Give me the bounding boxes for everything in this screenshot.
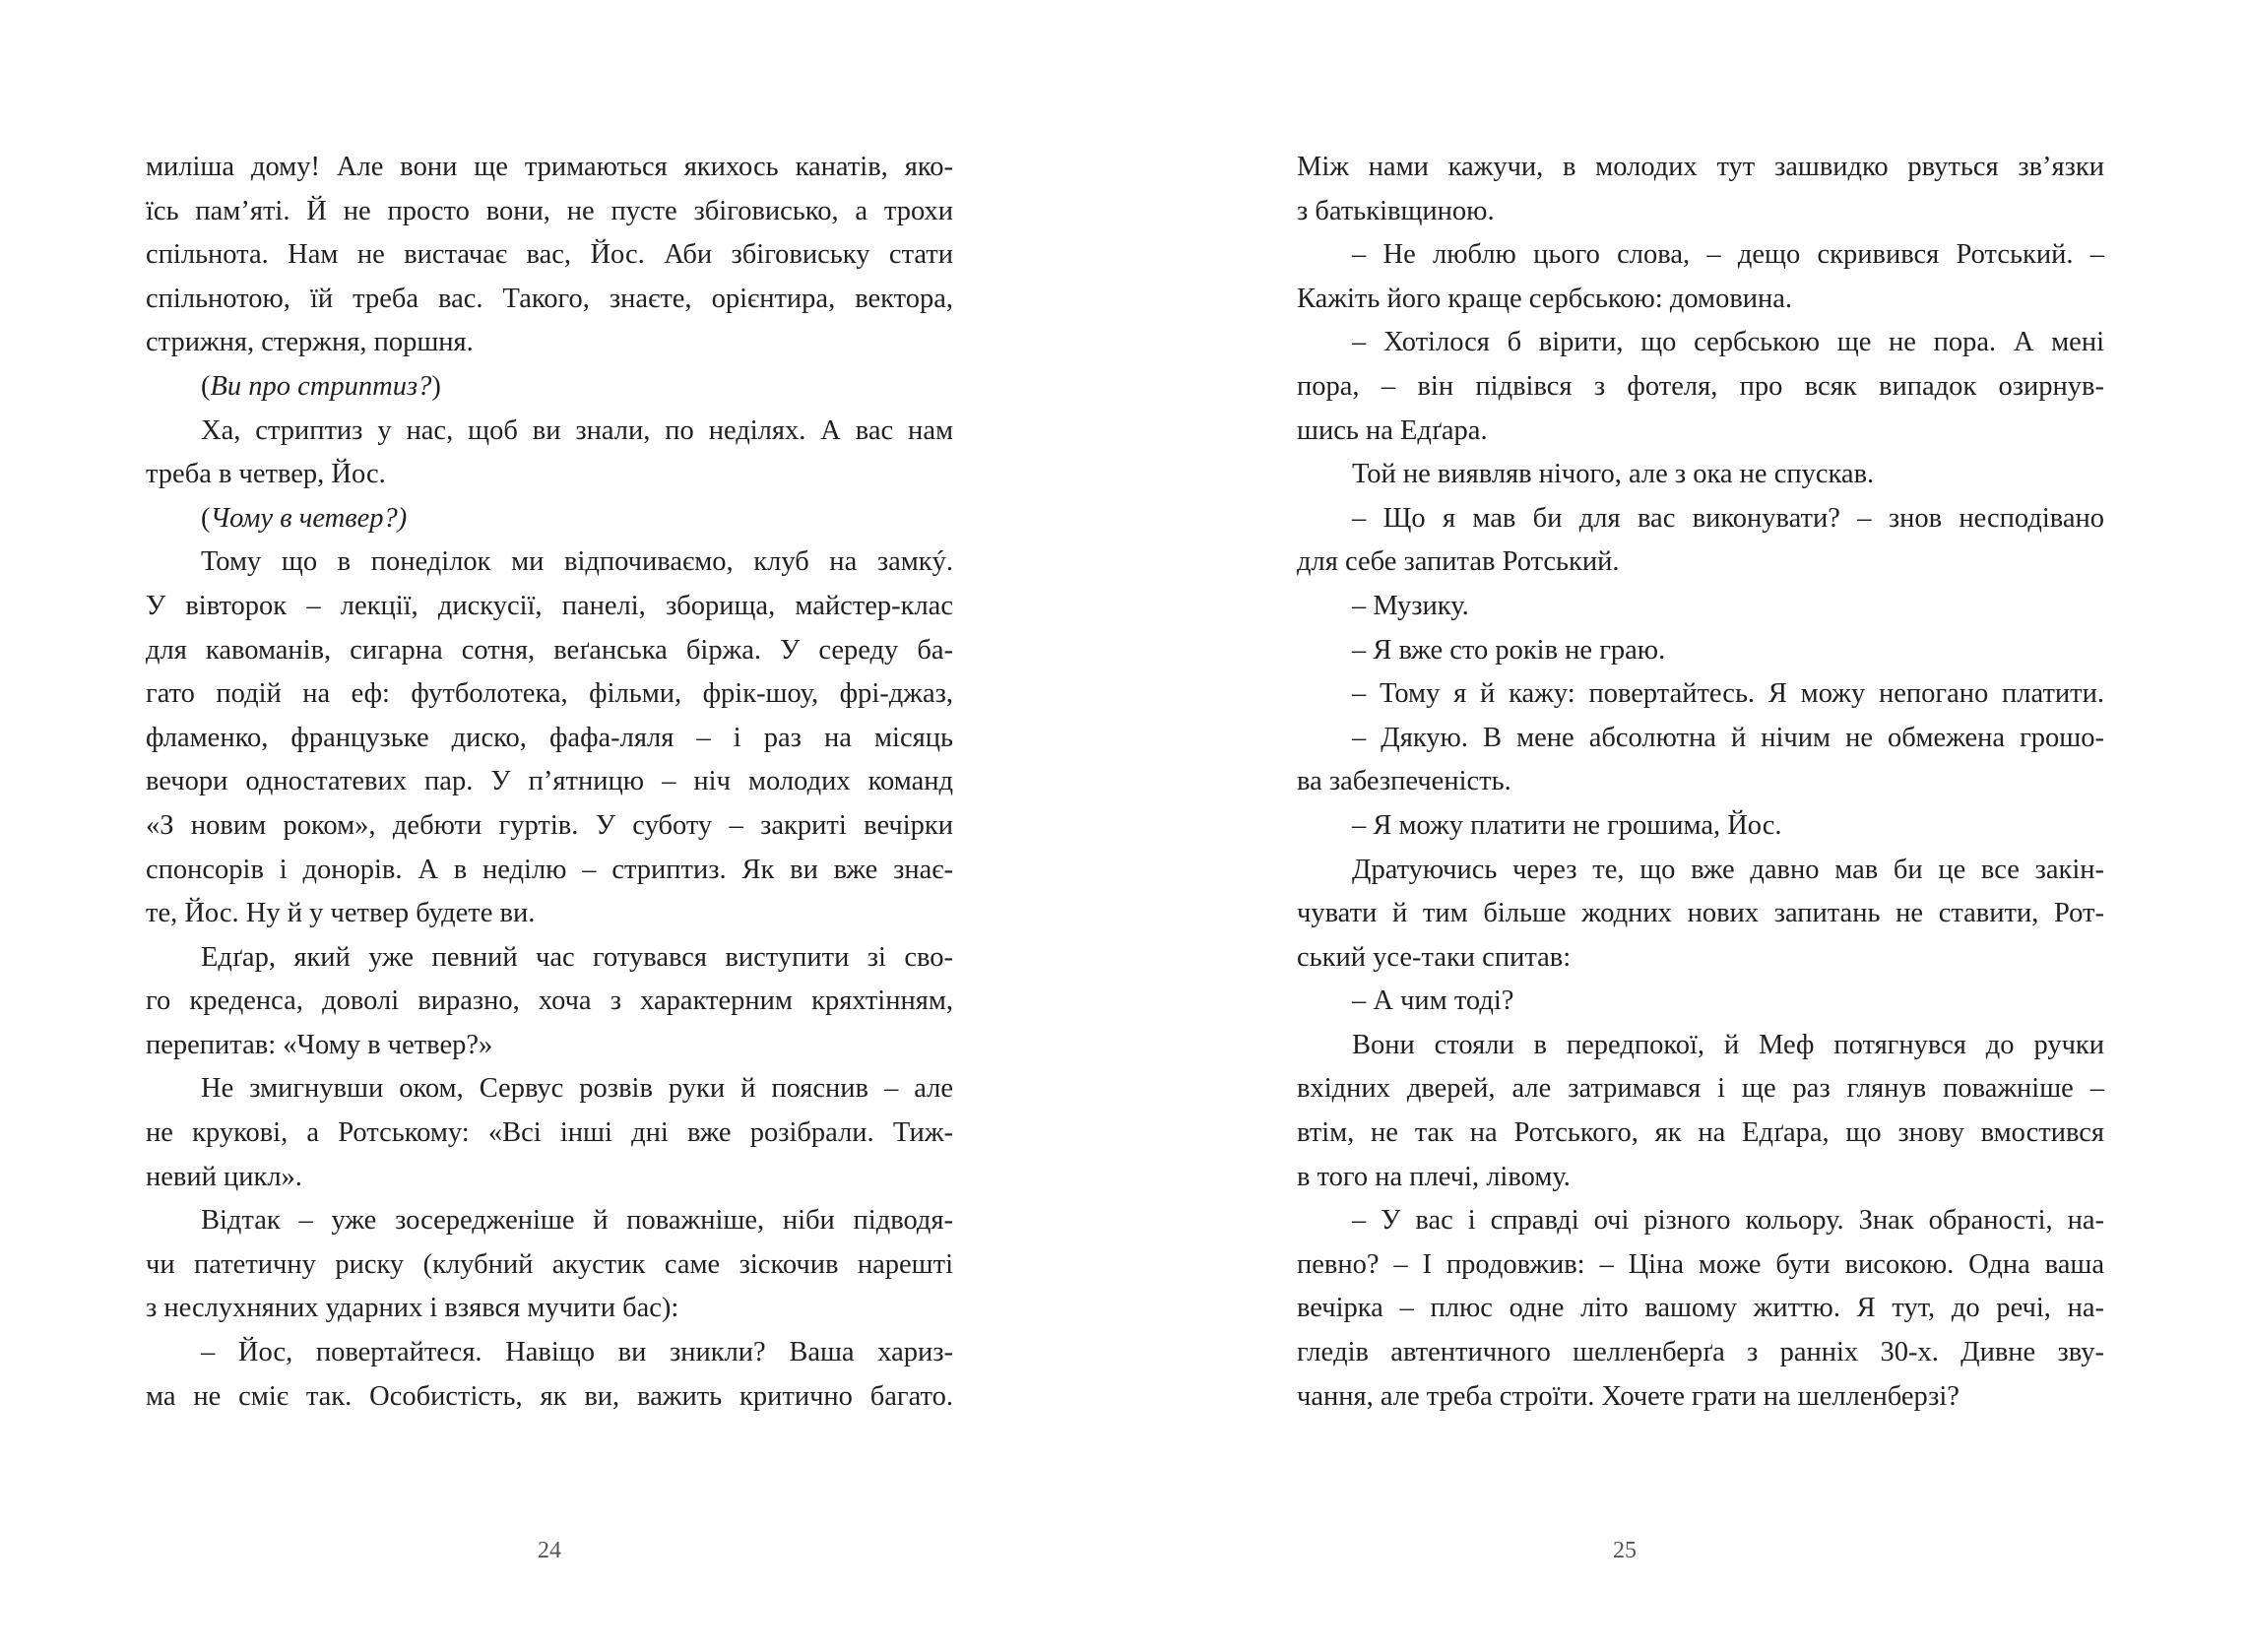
text-line: Вони стояли в передпокої, й Меф потягнувся до ручки — [1352, 1029, 2104, 1060]
text-line: невий цикл». — [146, 1161, 302, 1192]
text-line: гато подій на еф: футболотека, фільми, фрік-шоу, фрі-джаз, — [146, 678, 953, 710]
text-line: – Я можу платити не грошима, Йос. — [1352, 809, 1782, 841]
left-page-text — [146, 146, 953, 1419]
text-line: чувати й тим більше жодних нових запитань не ставити, Рот- — [1297, 898, 2104, 929]
text-line: ський усе-таки спитав: — [1297, 941, 1572, 973]
page-number-right: 25 — [1613, 1538, 1637, 1563]
text-line — [146, 365, 953, 410]
text-line: для кавоманів, сигарна сотня, веґанська біржа. У середу ба- — [146, 634, 953, 666]
text-line: – У вас і справді очі різного кольору. Знак обраності, на- — [1352, 1205, 2104, 1237]
text-line: – Тому я й кажу: повертайтесь. Я можу непогано платити. — [1352, 678, 2104, 710]
italic-text: Чому в четвер?) — [210, 502, 408, 534]
text-line: вечори одностатевих пар. У п’ятницю – ніч молодих команд — [146, 766, 953, 797]
text-line: глeдів автентичного шелленберґа з ранніх 30-х. Дивне зву- — [1297, 1337, 2104, 1368]
text-line: – Йос, повертайтеся. Навіщо ви зникли? Ваша хариз- — [201, 1337, 953, 1368]
text-line: фламенко, французьке диско, фафа-ляля – і раз на місяць — [146, 722, 953, 753]
text-line: Відтак – уже зосередженіше й поважніше, ніби підводя- — [201, 1205, 953, 1237]
text-line: в того на плечі, лівому. — [1297, 1161, 1571, 1192]
text-line: – Хотілося б вірити, що сербською ще не пора. А мені — [1352, 327, 2104, 358]
text-line: – А чим тоді? — [1352, 985, 1514, 1017]
text-line: з батьківщиною. — [1297, 195, 1495, 226]
text-line: – Я вже сто років не граю. — [1352, 634, 1666, 666]
text-line: спільнотою, їй треба вас. Такого, знаєте, орієнтира, вектора, — [146, 283, 953, 314]
text-line: Кажіть його краще сербською: домовина. — [1297, 283, 1793, 314]
text-line: з неслухняних ударних і взявся мучити бас): — [146, 1293, 679, 1324]
right-page — [1124, 0, 2249, 1652]
text-line-prefix: ( — [201, 370, 211, 402]
text-line: перепитав: «Чому в четвер?» — [146, 1029, 493, 1060]
left-page — [0, 0, 1124, 1652]
text-line: їсь пам’яті. Й не просто вони, не пусте збіговисько, а трохи — [146, 195, 953, 226]
text-line: чання, але треба строїти. Хочете грати на шелленберзі? — [1297, 1380, 1960, 1412]
text-line: не крукові, а Ротському: «Всі інші дні вже розібрали. Тиж- — [146, 1117, 953, 1149]
text-line: ва забезпеченість. — [1297, 766, 1511, 797]
text-line: для себе запитав Ротський. — [1297, 546, 1620, 578]
text-line — [146, 497, 953, 541]
text-line: Між нами кажучи, в молодих тут зашвидко рвуться зв’язки — [1297, 152, 2104, 182]
text-line: – Що я мав би для вас виконувати? – знов несподівано — [1352, 502, 2104, 534]
text-line: чи патетичну риску (клубний акустик саме зіскочив нарешті — [146, 1248, 953, 1280]
text-line: спонсорів і донорів. А в неділю – стриптиз. Як ви вже знає- — [146, 854, 953, 885]
italic-text: Ви про стриптиз? — [210, 370, 432, 402]
text-line: Едґар, який уже певний час готувався виступити зі сво- — [201, 941, 953, 973]
text-line-suffix: ) — [431, 370, 441, 402]
text-line: – Музику. — [1352, 590, 1469, 621]
text-line: го кредeнса, доволі виразно, хоча з характерним кряхтінням, — [146, 985, 953, 1017]
text-line: милiша дому! Але вони ще тримаються якихось канатів, яко- — [146, 152, 953, 182]
text-line: вхідних дверей, але затримався і ще раз глянув поважніше – — [1297, 1073, 2104, 1105]
text-line: «З новим роком», дебюти гуртів. У суботу – закриті вечірки — [146, 809, 953, 841]
text-line: Той не виявляв нічого, але з ока не спускав. — [1352, 459, 1875, 490]
text-line: певно? – І продовжив: – Ціна може бути високою. Одна ваша — [1297, 1248, 2104, 1280]
text-line: треба в четвер, Йос. — [146, 459, 386, 490]
text-line: Дратуючись через те, що вже давно мав би це все закін- — [1352, 854, 2104, 885]
right-page-text — [1297, 146, 2104, 1419]
text-line: втім, не так на Ротського, як на Едґара, що знову вмостився — [1297, 1117, 2104, 1149]
text-line: ма не сміє так. Особистість, як ви, важить критично багато. — [146, 1380, 953, 1412]
text-line: пора, – він підвівся з фотеля, про всяк випадок озирнув- — [1297, 370, 2104, 402]
text-line: – Дякую. В мене абсолютна й нічим не обмежена грошо- — [1352, 722, 2104, 753]
text-line: стрижня, стержня, поршня. — [146, 327, 474, 358]
text-line: – Не люблю цього слова, – дещо скривився Ротський. – — [1352, 239, 2104, 271]
text-line: шись на Едґара. — [1297, 414, 1488, 446]
page-number-left: 24 — [538, 1538, 561, 1563]
text-line: У вівторок – лекції, дискусії, панелі, зборища, майстер-клас — [146, 590, 953, 621]
text-line: вечірка – плюс одне літо вашому життю. Я тут, до речі, на- — [1297, 1293, 2104, 1324]
text-line: Тому що в понеділок ми відпочиваємо, клуб на замкý. — [201, 546, 953, 578]
text-line: спільнота. Нам не вистачає вас, Йос. Аби збіговиську стати — [146, 239, 953, 271]
text-line-prefix: ( — [201, 502, 211, 534]
text-line: Ха, стриптиз у нас, щоб ви знали, по неділях. А вас нам — [201, 414, 953, 446]
text-line: Не змигнувши оком, Сервус розвів руки й пояснив – але — [201, 1073, 953, 1105]
text-line: те, Йос. Ну й у четвер будете ви. — [146, 898, 536, 929]
